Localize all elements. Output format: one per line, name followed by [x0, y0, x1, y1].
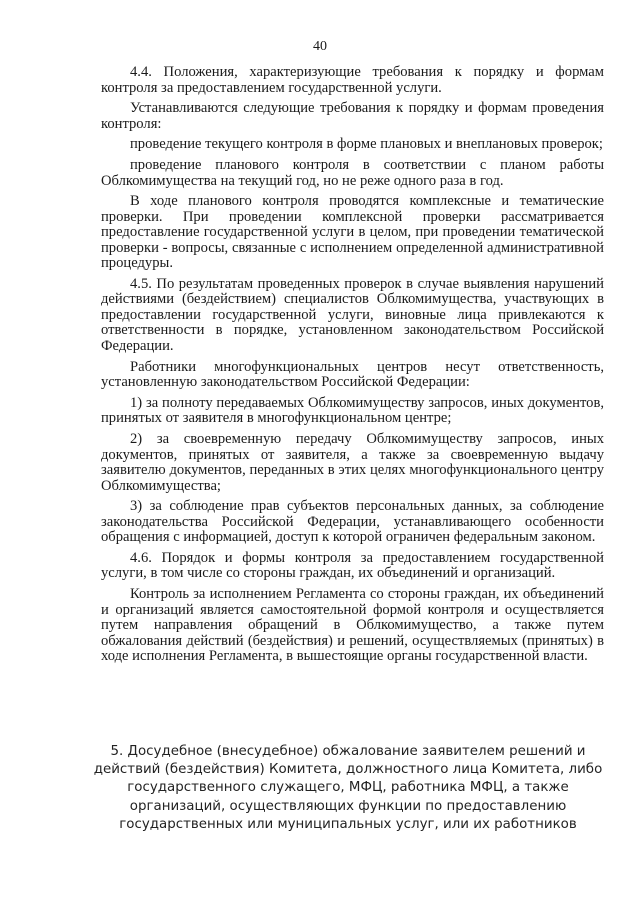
- paragraph: 4.5. По результатам проведенных проверок в случае выявления нарушений действиями (бездействием) специалистов Облкомимущества, участвующих в предоставлении государственной услуги, виновные лица привлекаются к ответственности в порядке, установленном законодательством Российской Федерации.: [101, 275, 604, 354]
- paragraph: Работники многофункциональных центров несут ответственность, установленную законодательством Российской Федерации:: [101, 358, 604, 391]
- paragraph: Контроль за исполнением Регламента со стороны граждан, их объединений и организаций является самостоятельной формой контроля и осуществляется путем направления обращений в Облкомимущество, а также путем обжалования действий (бездействия) и решений, осуществляемых (принятых) в ходе исполнения Регламента, в вышестоящие органы государственной власти.: [101, 586, 604, 665]
- paragraph: проведение планового контроля в соответствии с планом работы Облкомимущества на текущий год, но не реже одного раза в год.: [101, 157, 604, 189]
- paragraph: проведение текущего контроля в форме плановых и внеплановых проверок;: [130, 136, 603, 153]
- paragraph: 1) за полноту передаваемых Облкомимуществу запросов, иных документов, принятых от заявителя в многофункциональном центре;: [101, 394, 604, 427]
- paragraph: 2) за своевременную передачу Облкомимуществу запросов, иных документов, принятых от заявителя, а также за своевременную выдачу заявителю документов, переданных в этих целях многофункционального центру Облкомимущества;: [101, 431, 604, 494]
- paragraph: Устанавливаются следующие требования к порядку и формам проведения контроля:: [101, 100, 604, 132]
- paragraph: 4.4. Положения, характеризующие требования к порядку и формам контроля за предоставлением государственной услуги.: [101, 64, 604, 96]
- paragraph: 3) за соблюдение прав субъектов персональных данных, за соблюдение законодательства Российской Федерации, устанавливающего особенности обращения с информацией, доступ к которой ограничен федеральным законом.: [101, 498, 604, 546]
- document-body: [101, 65, 604, 665]
- paragraph: 4.6. Порядок и формы контроля за предоставлением государственной услуги, в том числе со стороны граждан, их объединений и организаций.: [101, 549, 604, 582]
- paragraph: В ходе планового контроля проводятся комплексные и тематические проверки. При проведении комплексной проверки рассматривается предоставление государственной услуги в целом, при проведении тематической проверки - вопросы, связанные с исполнением определенной административной процедуры.: [101, 193, 604, 272]
- page-number: 40: [313, 39, 327, 54]
- section-heading: 5. Досудебное (внесудебное) обжалование заявителем решений и действий (бездействия) Комитета, должностного лица Комитета, либо государственного служащего, МФЦ, работника МФЦ, а также организаций, осуществляющих функции по предоставлению государственных или муниципальных услуг, или их работников: [93, 744, 603, 832]
